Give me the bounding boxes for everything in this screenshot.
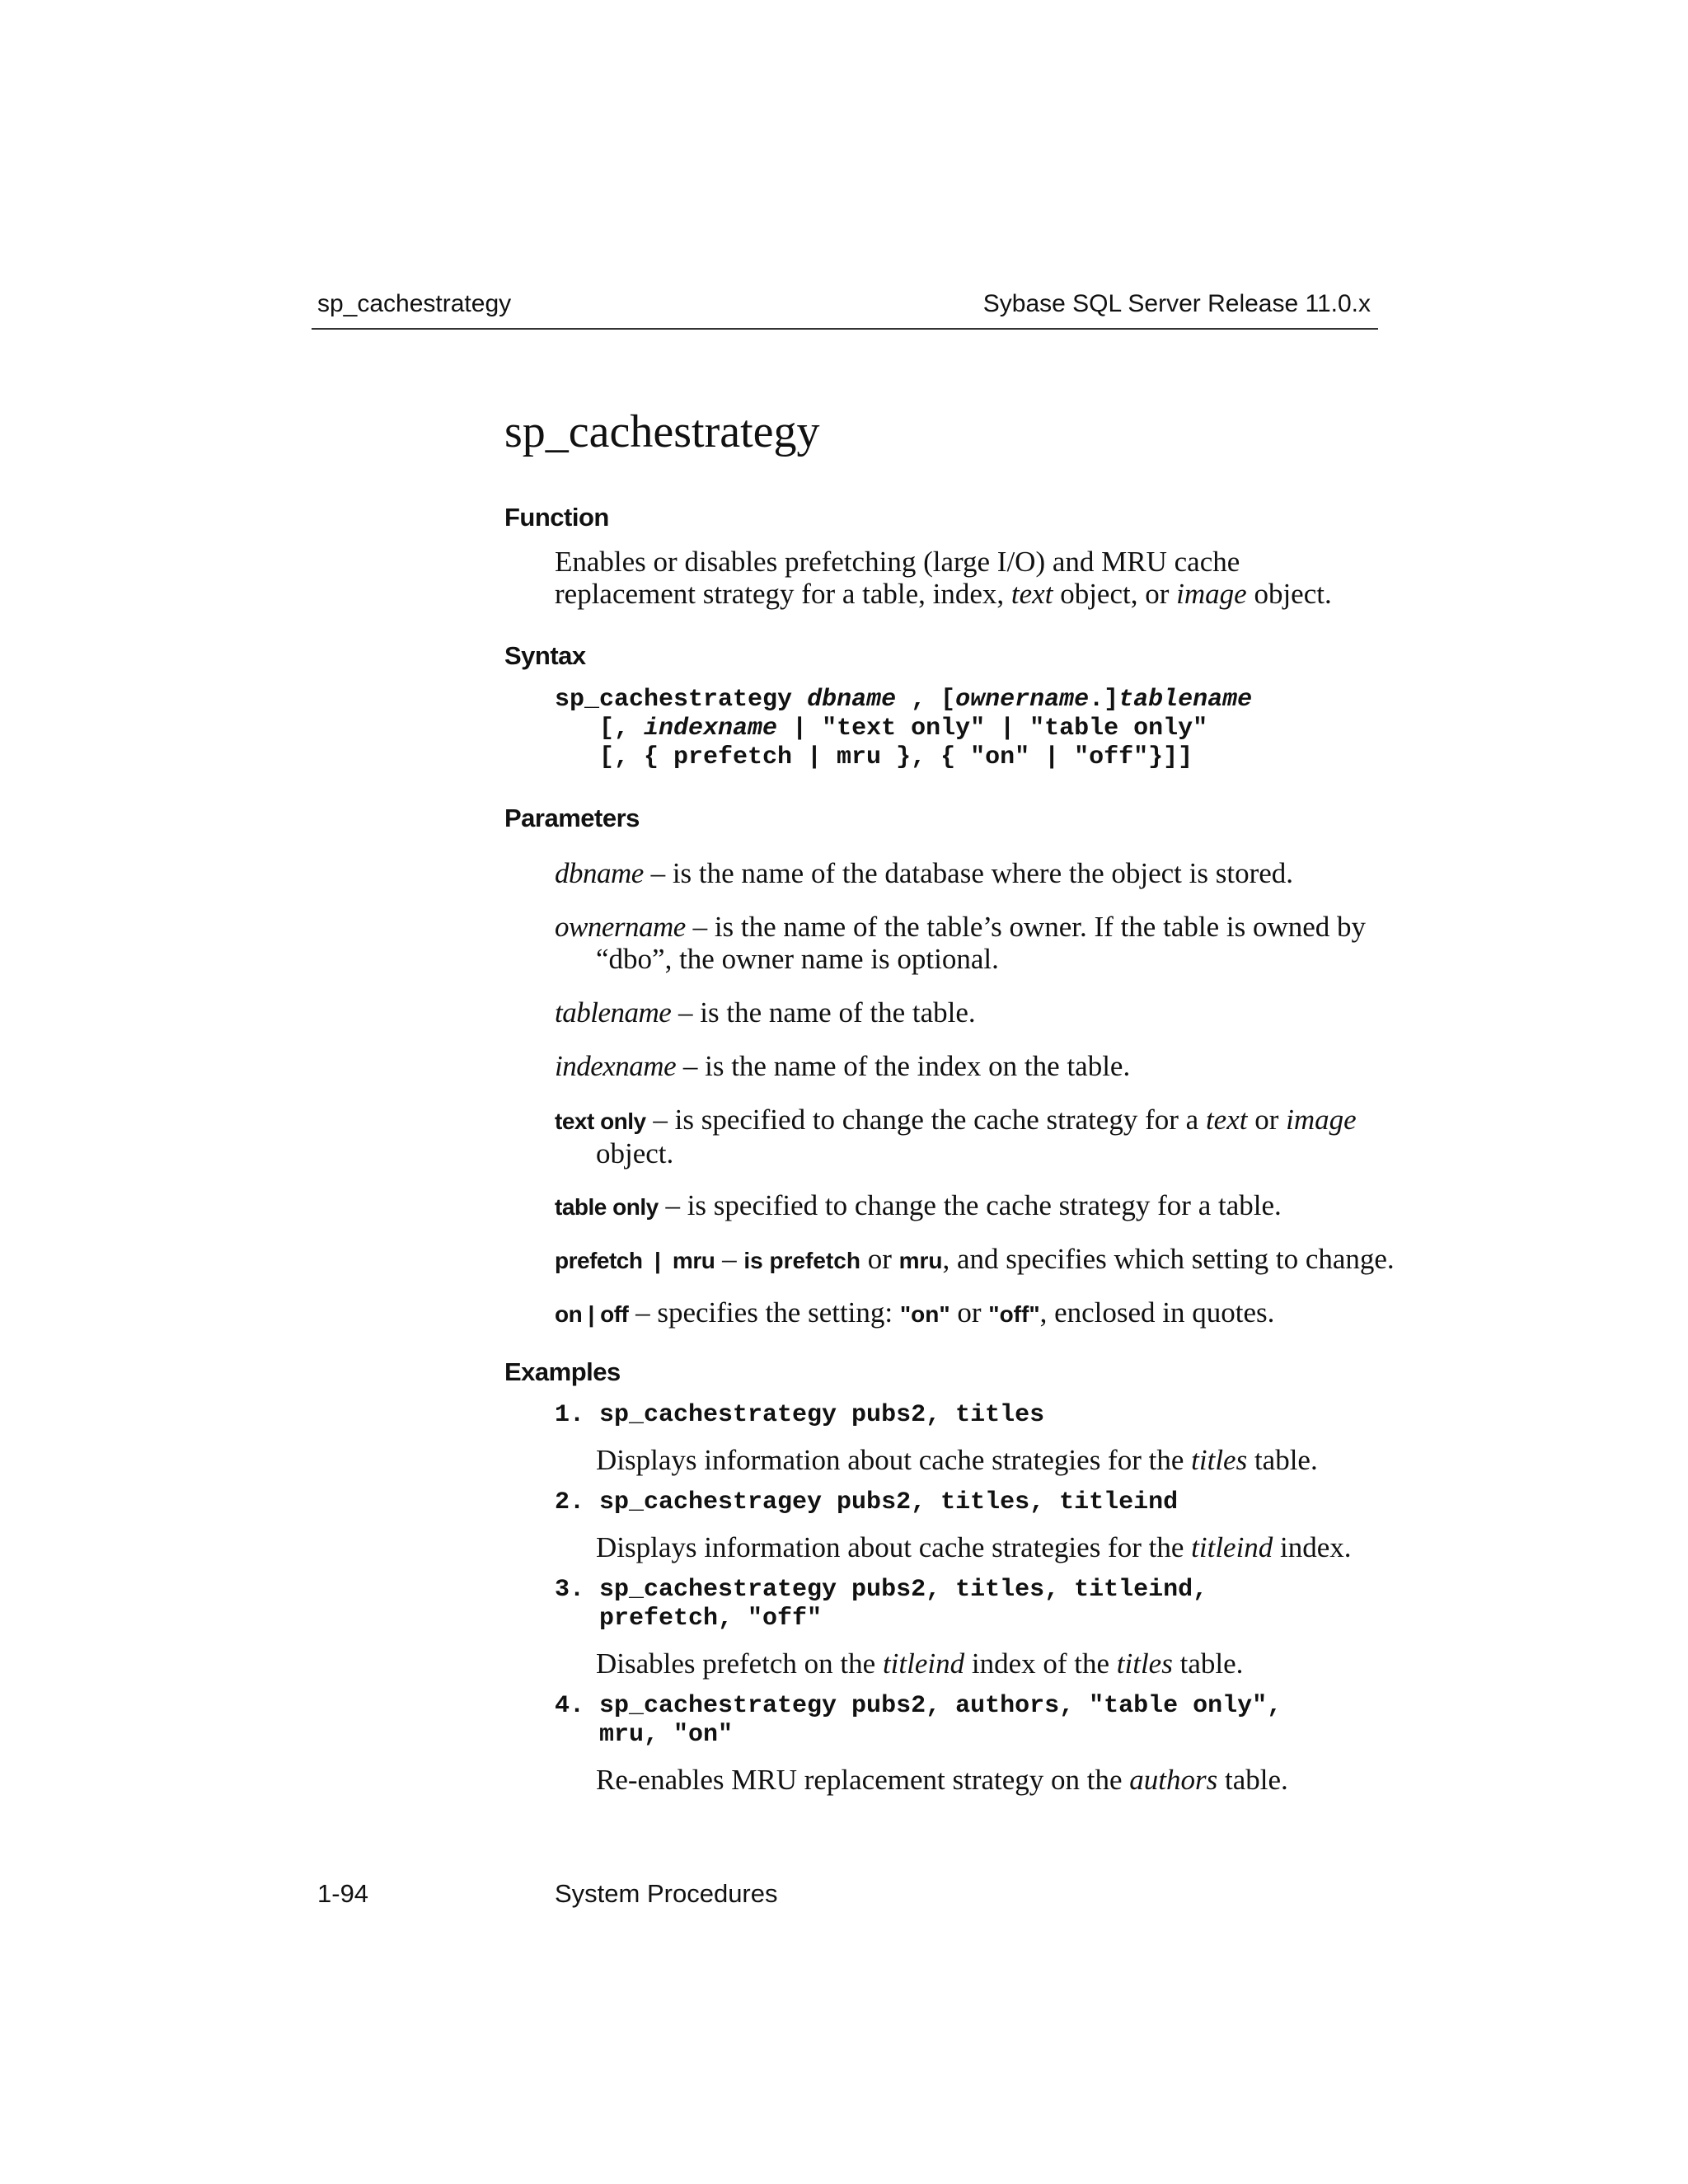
header-rule xyxy=(312,328,1378,330)
page-title: sp_cachestrategy xyxy=(504,406,820,457)
running-header-right: Sybase SQL Server Release 11.0.x xyxy=(982,290,1371,317)
running-header-left: sp_cachestrategy xyxy=(317,290,512,317)
syntax-code: sp_cachestrategy dbname , [ownername.]tablename [, indexname | "text only" | "table only" [, { prefetch | mru }, { "on" | "off"}]] xyxy=(555,686,1253,771)
page-number: 1-94 xyxy=(317,1879,369,1908)
example-3-desc: Disables prefetch on the titleind index of the titles table. xyxy=(596,1647,1244,1680)
param-text-only: text only – is specified to change the cache strategy for a text or image object. xyxy=(555,1104,1357,1169)
function-line1: Enables or disables prefetching (large I/O) and MRU cache xyxy=(555,546,1240,578)
book-title: System Procedures xyxy=(555,1879,778,1908)
param-dbname: dbname – is the name of the database where the object is stored. xyxy=(555,857,1294,889)
example-1-code: 1. sp_cachestrategy pubs2, titles xyxy=(555,1401,1045,1429)
function-heading: Function xyxy=(504,503,609,532)
function-text: Enables or disables prefetching (large I/O) and MRU cache replacement strategy for a table, index, text object, or image object. xyxy=(555,546,1332,610)
example-2-desc: Displays information about cache strategies for the titleind index. xyxy=(596,1531,1352,1563)
param-indexname: indexname – is the name of the index on the table. xyxy=(555,1050,1131,1082)
example-3-code: 3. sp_cachestrategy pubs2, titles, titleind, prefetch, "off" xyxy=(555,1576,1208,1633)
example-4-desc: Re-enables MRU replacement strategy on the authors table. xyxy=(596,1764,1288,1796)
example-4-code: 4. sp_cachestrategy pubs2, authors, "table only", mru, "on" xyxy=(555,1692,1282,1749)
examples-heading: Examples xyxy=(504,1357,621,1386)
syntax-heading: Syntax xyxy=(504,641,586,670)
param-ownername: ownername – is the name of the table’s owner. If the table is owned by “dbo”, the owner name is optional. xyxy=(555,911,1367,975)
parameters-heading: Parameters xyxy=(504,804,640,832)
param-on-off: on | off – specifies the setting: "on" or "off", enclosed in quotes. xyxy=(555,1296,1275,1329)
example-2-code: 2. sp_cachestragey pubs2, titles, titleind xyxy=(555,1488,1179,1516)
param-prefetch-mru: prefetch | mru – is prefetch or mru, and specifies which setting to change. xyxy=(555,1243,1395,1275)
param-table-only: table only – is specified to change the cache strategy for a table. xyxy=(555,1189,1282,1221)
example-1-desc: Displays information about cache strategies for the titles table. xyxy=(596,1444,1318,1476)
param-tablename: tablename – is the name of the table. xyxy=(555,996,976,1029)
